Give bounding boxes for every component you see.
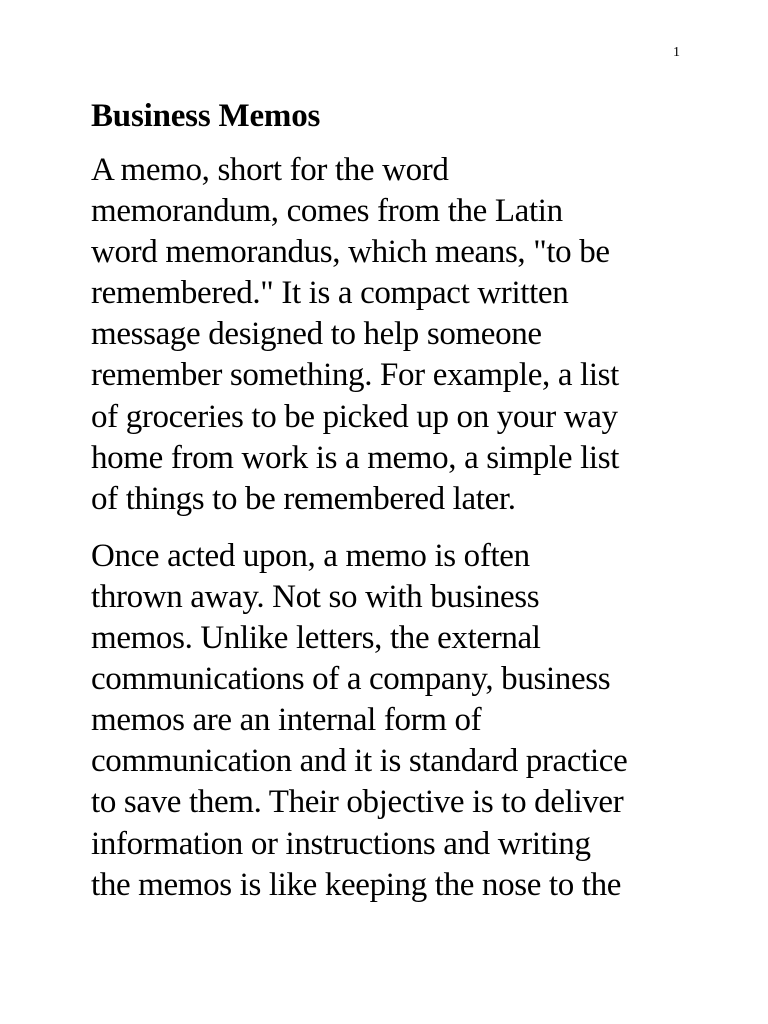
- text-line: memos. Unlike letters, the external: [91, 620, 541, 657]
- text-line: communication and it is standard practice: [91, 743, 628, 780]
- text-line: the memos is like keeping the nose to the: [91, 866, 622, 903]
- document-body: [91, 96, 711, 922]
- paragraph-2: [91, 536, 711, 906]
- text-line: message designed to help someone: [91, 316, 542, 353]
- text-line: memos are an internal form of: [91, 702, 482, 739]
- text-line: to save them. Their objective is to deliver: [91, 784, 624, 821]
- text-line: home from work is a memo, a simple list: [91, 439, 620, 476]
- text-line: information or instructions and writing: [91, 825, 591, 862]
- text-line: memorandum, comes from the Latin: [91, 193, 563, 230]
- text-line: word memorandus, which means, "to be: [91, 234, 610, 271]
- text-line: remembered." It is a compact written: [91, 275, 569, 312]
- paragraph-1: [91, 150, 711, 520]
- text-line: thrown away. Not so with business: [91, 578, 540, 615]
- page-number: 1: [673, 45, 680, 60]
- page-title: Business Memos: [91, 98, 321, 134]
- text-line: remember something. For example, a list: [91, 357, 619, 394]
- text-line: of things to be remembered later.: [91, 480, 516, 517]
- text-line: of groceries to be picked up on your way: [91, 398, 618, 435]
- text-line: A memo, short for the word: [91, 152, 449, 188]
- text-line: communications of a company, business: [91, 661, 611, 698]
- text-line: Once acted upon, a memo is often: [91, 537, 530, 574]
